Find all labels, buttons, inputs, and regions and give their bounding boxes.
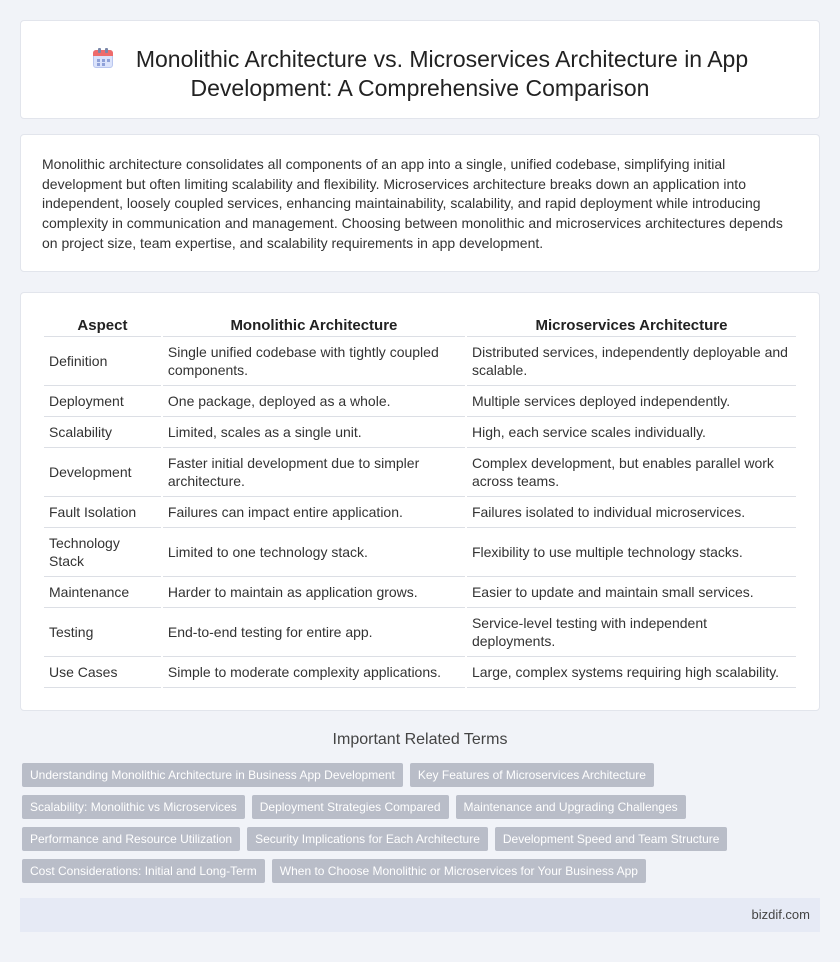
related-term-tag[interactable]: Performance and Resource Utilization xyxy=(22,827,240,851)
table-row xyxy=(44,497,796,528)
table-row xyxy=(44,337,796,386)
page-title-text: Monolithic Architecture vs. Microservices Architecture in App Development: A Comprehensive Comparison xyxy=(135,46,749,101)
page-title xyxy=(61,45,779,103)
related-terms-heading: Important Related Terms xyxy=(332,731,508,748)
table-cell-microservices: Complex development, but enables parallel work across teams. xyxy=(467,448,796,497)
related-terms-tags xyxy=(22,763,782,891)
related-term-tag[interactable]: Key Features of Microservices Architecture xyxy=(410,763,654,787)
column-header-aspect: Aspect xyxy=(44,315,161,337)
table-cell-aspect: Use Cases xyxy=(44,657,161,688)
table-row xyxy=(44,577,796,608)
comparison-table xyxy=(42,315,798,688)
table-cell-monolithic: End-to-end testing for entire app. xyxy=(163,608,465,657)
table-cell-aspect: Deployment xyxy=(44,386,161,417)
table-cell-monolithic: One package, deployed as a whole. xyxy=(163,386,465,417)
table-row xyxy=(44,417,796,448)
tag-row xyxy=(22,795,782,827)
table-cell-aspect: Development xyxy=(44,448,161,497)
table-header-row xyxy=(44,315,796,337)
intro-paragraph: Monolithic architecture consolidates all components of an app into a single, unified codebase, simplifying initial development but often limiting scalability and flexibility. Microservices architecture breaks down an application into independent, loosely coupled services, enhancing maintainability, scalability, and rapid deployment while introducing complexity in communication and management. Choosing between monolithic and microservices architectures depends on project size, team expertise, and scalability requirements in app development. xyxy=(42,156,783,251)
column-header-microservices: Microservices Architecture xyxy=(467,315,796,337)
table-cell-monolithic: Limited, scales as a single unit. xyxy=(163,417,465,448)
table-cell-microservices: Easier to update and maintain small services. xyxy=(467,577,796,608)
table-row xyxy=(44,386,796,417)
table-row xyxy=(44,528,796,577)
calendar-icon xyxy=(92,47,114,69)
table-cell-monolithic: Single unified codebase with tightly coupled components. xyxy=(163,337,465,386)
table-row xyxy=(44,608,796,657)
related-term-tag[interactable]: Scalability: Monolithic vs Microservices xyxy=(22,795,245,819)
related-term-tag[interactable]: Maintenance and Upgrading Challenges xyxy=(456,795,686,819)
table-cell-monolithic: Simple to moderate complexity applications. xyxy=(163,657,465,688)
table-cell-microservices: Service-level testing with independent deployments. xyxy=(467,608,796,657)
table-row xyxy=(44,448,796,497)
table-cell-aspect: Maintenance xyxy=(44,577,161,608)
table-cell-microservices: Failures isolated to individual microservices. xyxy=(467,497,796,528)
intro-card xyxy=(20,134,820,272)
tag-row xyxy=(22,827,782,859)
table-cell-microservices: Flexibility to use multiple technology stacks. xyxy=(467,528,796,577)
table-cell-microservices: High, each service scales individually. xyxy=(467,417,796,448)
related-term-tag[interactable]: Deployment Strategies Compared xyxy=(252,795,449,819)
table-cell-aspect: Scalability xyxy=(44,417,161,448)
table-cell-monolithic: Harder to maintain as application grows. xyxy=(163,577,465,608)
tag-row xyxy=(22,859,782,891)
table-cell-microservices: Multiple services deployed independently. xyxy=(467,386,796,417)
related-term-tag[interactable]: When to Choose Monolithic or Microservices for Your Business App xyxy=(272,859,646,883)
table-cell-aspect: Definition xyxy=(44,337,161,386)
table-cell-monolithic: Faster initial development due to simpler architecture. xyxy=(163,448,465,497)
tag-row xyxy=(22,763,782,795)
title-wrap xyxy=(61,45,779,103)
table-cell-microservices: Distributed services, independently deployable and scalable. xyxy=(467,337,796,386)
table-cell-monolithic: Limited to one technology stack. xyxy=(163,528,465,577)
related-term-tag[interactable]: Security Implications for Each Architecture xyxy=(247,827,488,851)
related-term-tag[interactable]: Development Speed and Team Structure xyxy=(495,827,728,851)
footer-brand[interactable]: bizdif.com xyxy=(751,907,810,922)
related-term-tag[interactable]: Cost Considerations: Initial and Long-Term xyxy=(22,859,265,883)
footer xyxy=(20,898,820,932)
table-cell-microservices: Large, complex systems requiring high scalability. xyxy=(467,657,796,688)
table-cell-aspect: Fault Isolation xyxy=(44,497,161,528)
comparison-table-card xyxy=(20,292,820,711)
column-header-monolithic: Monolithic Architecture xyxy=(163,315,465,337)
table-cell-aspect: Testing xyxy=(44,608,161,657)
header-card xyxy=(20,20,820,119)
table-row xyxy=(44,657,796,688)
table-cell-aspect: Technology Stack xyxy=(44,528,161,577)
related-term-tag[interactable]: Understanding Monolithic Architecture in Business App Development xyxy=(22,763,403,787)
table-cell-monolithic: Failures can impact entire application. xyxy=(163,497,465,528)
